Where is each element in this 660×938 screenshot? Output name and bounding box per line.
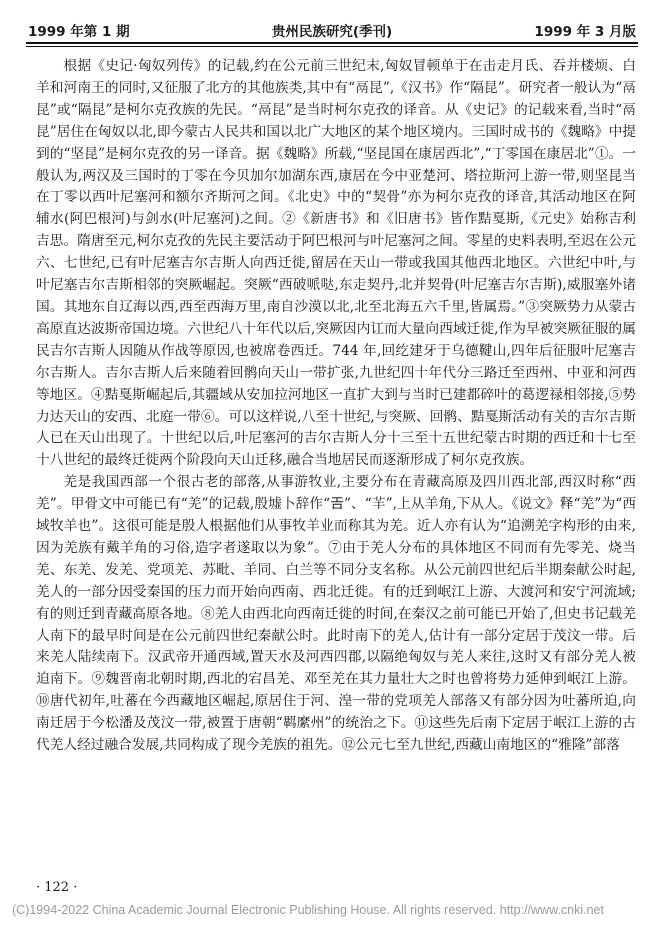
article-body <box>36 56 636 757</box>
running-header <box>28 20 636 42</box>
journal-title: 贵州民族研究(季刊) <box>271 24 393 40</box>
paragraph-kirghiz: 根据《史记·匈奴列传》的记载,约在公元前三世纪末,匈奴冒顿单于在击走月氏、吞并楼烦、白羊和河南王的同时,又征服了北方的其他族类,其中有“鬲昆”,《汉书》作“隔昆”。研究者一般认为“鬲昆”或“隔昆”是柯尔克孜族的先民。“鬲昆”是当时柯尔克孜的译音。从《史记》的记载来看,当时“鬲昆”居住在匈奴以北,即今蒙古人民共和国以北广大地区的某个地区境内。三国时成书的《魏略》中提到的“坚昆”是柯尔克孜的另一译音。据《魏略》所载,“坚昆国在康居西北”,“丁零国在康居北”①。一般认为,两汉及三国时的丁零在今贝加尔加湖东西,康居在今中亚楚河、塔拉斯河上游一带,则坚昆当在丁零以西叶尼塞河和额尔齐斯河之间。《北史》中的“契骨”亦为柯尔克孜的译音,其活动地区在阿辅水(阿巴根河)与剑水(叶尼塞河)之间。②《新唐书》和《旧唐书》皆作黠戛斯,《元史》始称吉利吉思。隋唐至元,柯尔克孜的先民主要活动于阿巴根河与叶尼塞河之间。零星的史料表明,至迟在公元六、七世纪,已有叶尼塞吉尔吉斯人向西迁徙,留居在天山一带或我国其他西北地区。六世纪中叶,与叶尼塞吉尔吉斯相邻的突厥崛起。突厥“西破哌哒,东走契丹,北并契骨(叶尼塞吉尔吉斯),威服塞外诸国。其地东自辽海以西,西至西海万里,南自沙漠以北,北至北海五六千里,皆属焉。”③突厥势力从蒙古高原直达波斯帝国边境。六世纪八十年代以后,突厥因内讧而大量向西域迁徙,作为早被突厥征服的属民吉尔吉斯人因随从作战等原因,也被席卷西迁。744 年,回纥建牙于乌德鞬山,四年后征服叶尼塞吉尔吉斯人。吉尔吉斯人后来随着回鹘向天山一带扩张,九世纪四十年代分三路迁至西州、中亚和河西等地区。④黠戛斯崛起后,其疆域从安加拉河地区一直扩大到与当时已建都碎叶的葛逻禄相邻接,⑤势力达天山的安西、北庭一带⑥。可以这样说,八至十世纪,与突厥、回鹘、黠戛斯活动有关的吉尔吉斯人已在天山出现了。十世纪以后,叶尼塞河的吉尔吉斯人分十三至十五世纪蒙古时期的西迁和十七至十八世纪的最终迁徙两个阶段向天山迁移,融合当地居民而逐渐形成了柯尔克孜族。 <box>36 58 636 469</box>
paragraph-qiang: 羌是我国西部一个很古老的部落,从事游牧业,主要分布在青藏高原及四川西北部,西汉时称“西羌”。甲骨文中可能已有“羌”的记载,殷墟卜辞作“𢀛”、“𦍋”,上从羊角,下从人。《说文》释“羌”为“西域牧羊也”。这很可能是殷人根据他们从事牧羊业而称其为羌。近人亦有认为“追溯羌字构形的由来,因为羌族有戴羊角的习俗,造字者遂取以为象”。⑦由于羌人分布的具体地区不同而有先零羌、烧当羌、东羌、发羌、党项羌、苏毗、羊同、白兰等不同分支名称。从公元前四世纪后半期秦献公时起,羌人的一部分因受秦国的压力而开始向西南、西北迁徙。有的迁到岷江上游、大渡河和安宁河流域;有的则迁到青藏高原各地。⑧羌人由西北向西南迁徙的时间,在秦汉之前可能已开始了,但史书记载羌人南下的最早时间是在公元前四世纪秦献公时。此时南下的羌人,估计有一部分定居于茂汶一带。后来羌人陆续南下。汉武帝开通西域,置天水及河西四郡,以隔绝匈奴与羌人来往,这时又有部分羌人被迫南下。⑨魏晋南北朝时期,西北的宕昌羌、邓至羌在其力量壮大之时也曾将势力延伸到岷江上游。⑩唐代初年,吐蕃在今西藏地区崛起,原居住于河、湟一带的党项羌人部落又有部分因为吐蕃所迫,向南迁居于今松潘及茂汶一带,被置于唐朝“羁縻州”的统治之下。⑪这些先后南下定居于岷江上游的古代羌人经过融合发展,共同构成了现今羌族的祖先。⑫公元七至九世纪,西藏山南地区的“雅隆”部落 <box>36 474 636 754</box>
header-rule-thick <box>26 42 638 44</box>
copyright-footer: (C)1994-2022 China Academic Journal Electronic Publishing House. All rights reserved. http://www.cnki.net <box>12 903 604 917</box>
page-number: · 122 · <box>36 880 78 895</box>
publication-date: 1999 年 3 月版 <box>534 24 636 40</box>
header-rule-thin <box>26 46 638 47</box>
issue-label: 1999 年第 1 期 <box>28 24 130 40</box>
